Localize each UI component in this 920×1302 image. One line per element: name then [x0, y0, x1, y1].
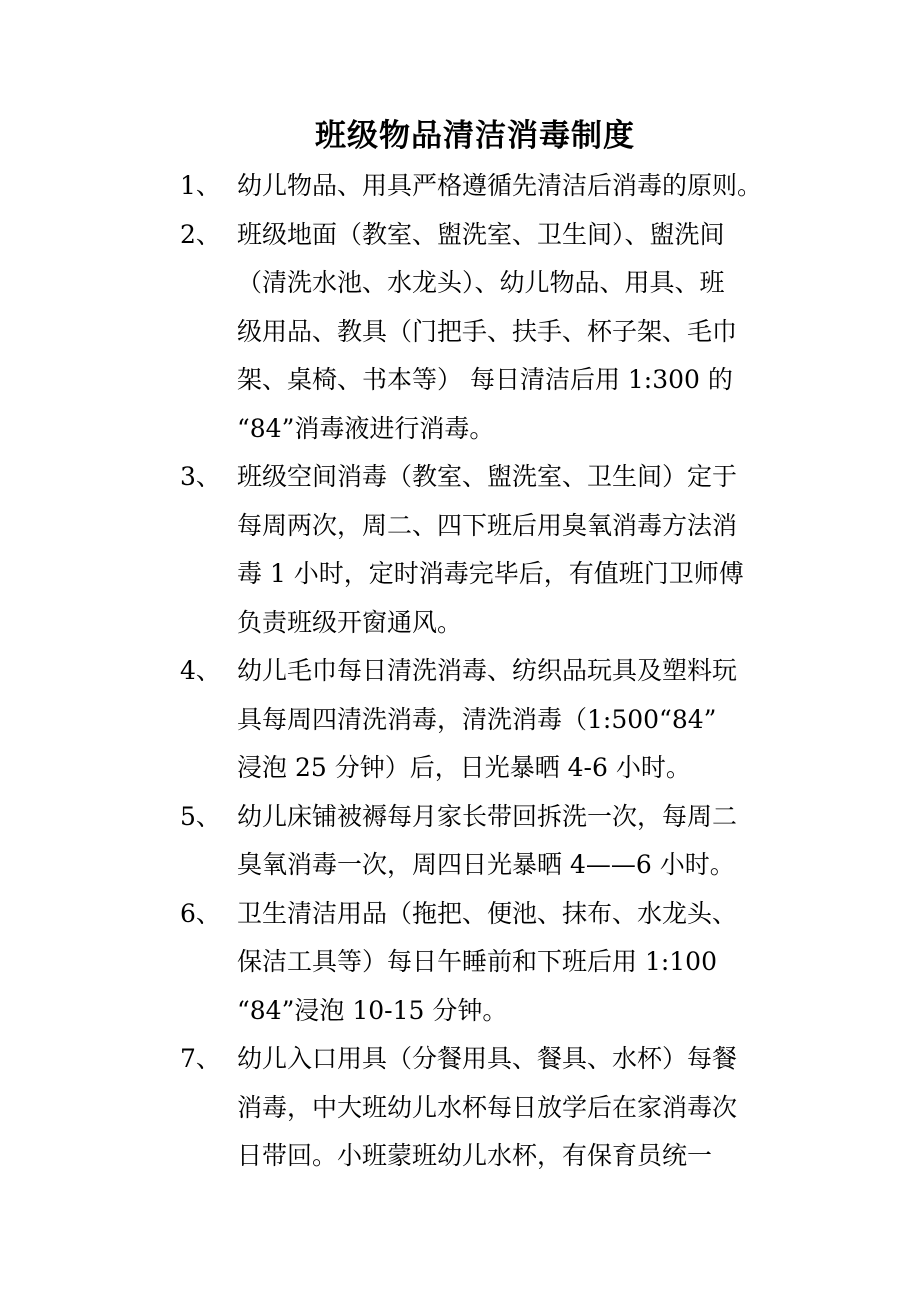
rule-number: 7、 [180, 1044, 221, 1073]
rule-text [237, 162, 785, 211]
rule-text [237, 211, 785, 454]
rule-text [237, 890, 785, 1036]
rule-number: 1、 [180, 171, 221, 200]
rule-item-6 [180, 890, 800, 1036]
rule-text-line: 毒 1 小时，定时消毒完毕后，有值班门卫师傅 [237, 559, 744, 588]
rule-text-line: （清洗水池、水龙头）、幼儿物品、用具、班 [237, 268, 725, 297]
rule-text-line: 日带回。小班蒙班幼儿水杯，有保育员统一 [237, 1141, 713, 1170]
rule-text-line: 具每周四清洗消毒，清洗消毒（1:500“84” [237, 704, 717, 734]
rule-text-line: 班级地面（教室、盥洗室、卫生间）、盥洗间 [237, 219, 725, 249]
rule-text-line: 幼儿物品、用具严格遵循先清洁后消毒的原则。 [237, 171, 763, 200]
rule-item-3 [180, 453, 800, 647]
rule-text-line: 卫生清洁用品（拖把、便池、抹布、水龙头、 [237, 898, 738, 928]
rule-text [237, 453, 785, 647]
rule-item-5 [180, 793, 800, 890]
rule-number: 2、 [180, 219, 221, 249]
document-title: 班级物品清洁消毒制度 [315, 118, 635, 154]
rule-text-line: 幼儿入口用具（分餐用具、餐具、水杯）每餐 [237, 1044, 738, 1073]
rule-item-1 [180, 162, 800, 211]
rules-list [180, 162, 800, 1181]
rule-number: 6、 [180, 898, 221, 928]
rule-text-line: 负责班级开窗通风。 [237, 607, 463, 637]
rule-text-line: “84”消毒液进行消毒。 [237, 413, 495, 443]
rule-number: 4、 [180, 656, 221, 685]
rule-text [237, 793, 785, 890]
rule-text [237, 1035, 785, 1181]
rule-item-4 [180, 647, 800, 793]
rule-text-line: 保洁工具等）每日午睡前和下班后用 1:100 [237, 947, 717, 976]
rule-item-2 [180, 211, 800, 454]
rule-text [237, 647, 785, 793]
rule-text-line: 幼儿毛巾每日清洗消毒、纺织品玩具及塑料玩 [237, 656, 738, 685]
rule-number: 5、 [180, 801, 221, 831]
rule-text-line: “84”浸泡 10-15 分钟。 [237, 995, 508, 1025]
rule-item-7 [180, 1035, 800, 1181]
rule-text-line: 级用品、教具（门把手、扶手、杯子架、毛巾 [237, 316, 738, 346]
rule-text-line: 幼儿床铺被褥每月家长带回拆洗一次，每周二 [237, 801, 738, 831]
rule-text-line: 浸泡 25 分钟）后，日光暴晒 4-6 小时。 [237, 753, 691, 782]
rule-text-line: 每周两次，周二、四下班后用臭氧消毒方法消 [237, 510, 738, 540]
rule-number: 3、 [180, 462, 221, 491]
rule-text-line: 臭氧消毒一次，周四日光暴晒 4——6 小时。 [237, 850, 735, 879]
rule-text-line: 消毒，中大班幼儿水杯每日放学后在家消毒次 [237, 1092, 738, 1122]
rule-text-line: 班级空间消毒（教室、盥洗室、卫生间）定于 [237, 462, 738, 491]
rule-text-line: 架、桌椅、书本等） 每日清洁后用 1:300 的 [237, 365, 733, 394]
